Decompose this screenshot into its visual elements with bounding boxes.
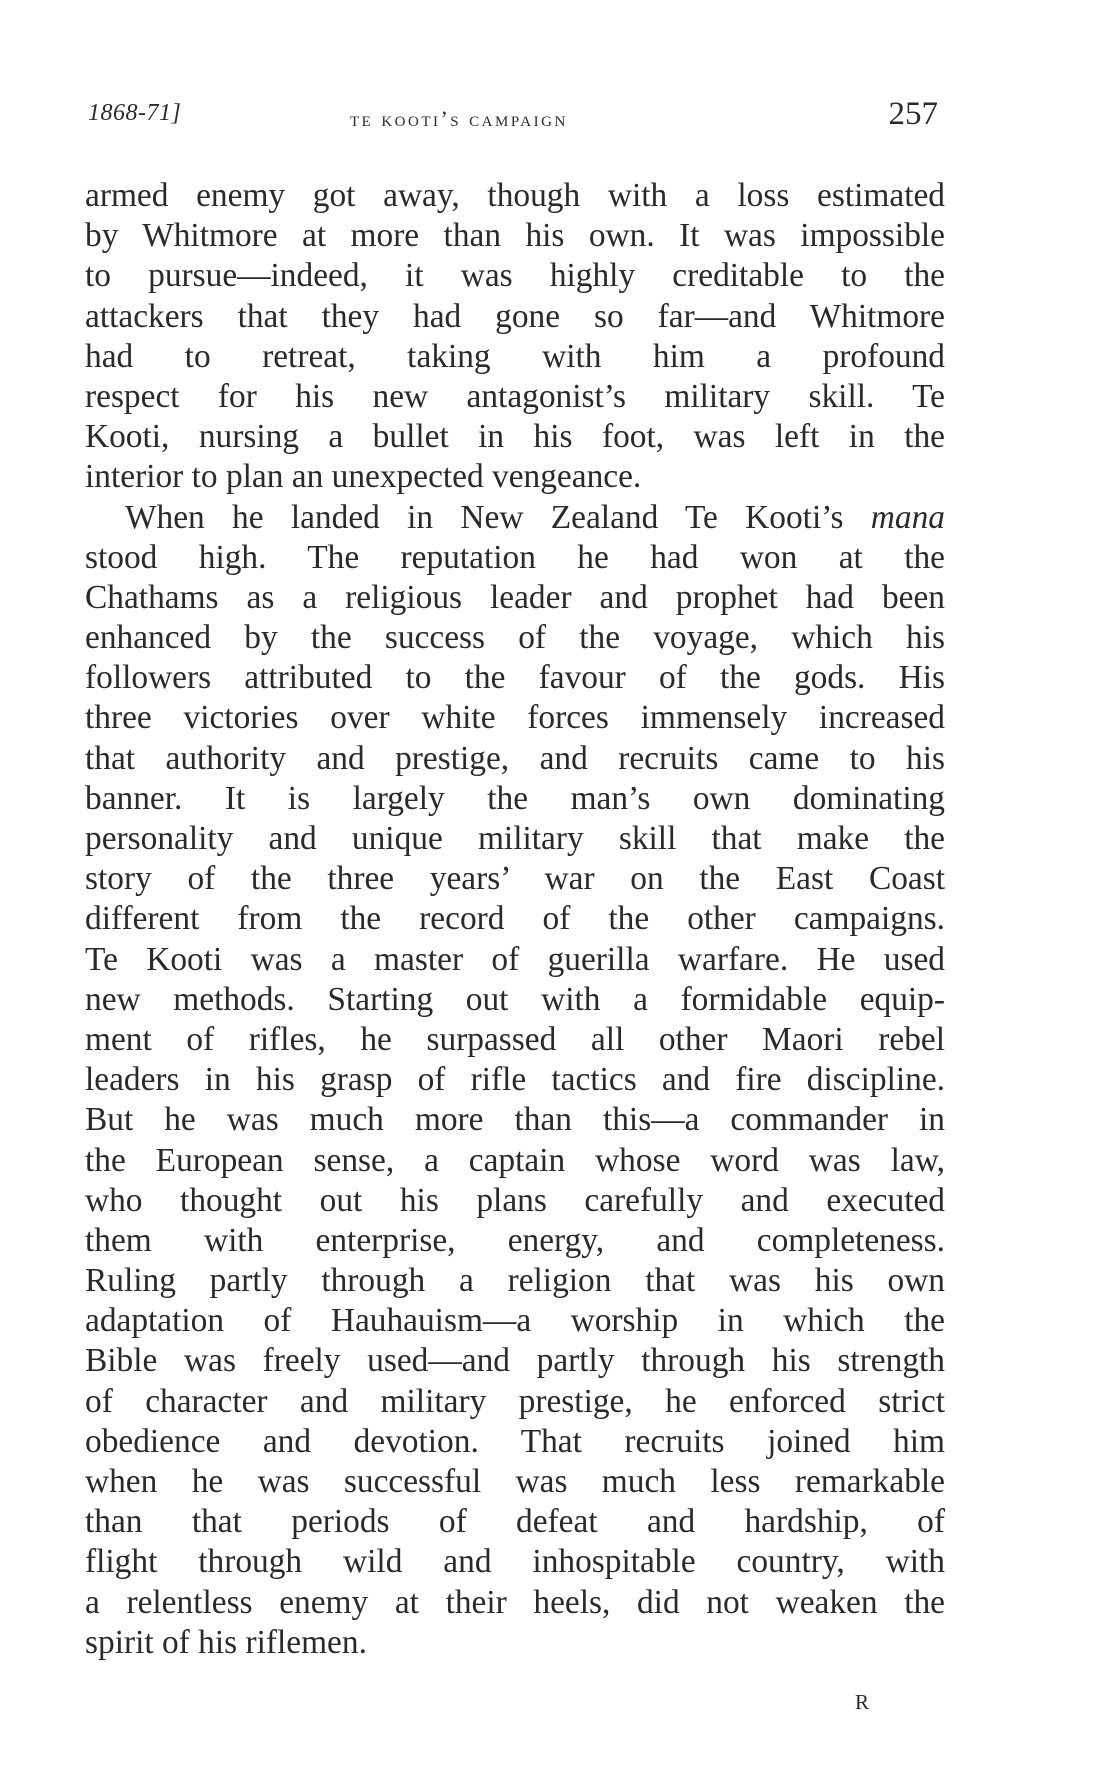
text-line: the European sense, a captain whose word was law,	[85, 1141, 945, 1179]
text-line: respect for his new antagonist’s military skill. Te	[85, 377, 945, 415]
text-line: banner. It is largely the man’s own dominating	[85, 779, 945, 817]
text-line: three victories over white forces immensely increased	[85, 699, 945, 737]
text-line: a relentless enemy at their heels, did not weaken the	[85, 1583, 945, 1621]
running-head-title: te kooti’s campaign	[350, 106, 568, 131]
running-head	[88, 92, 942, 140]
text-line: personality and unique military skill that make the	[85, 820, 945, 857]
text-line: by Whitmore at more than his own. It was impossible	[85, 217, 945, 255]
text-line: But he was much more than this—a commander in	[85, 1101, 945, 1139]
italic-term: mana	[870, 498, 945, 536]
text-line: spirit of his riflemen.	[85, 1623, 367, 1661]
text-line: Ruling partly through a religion that was his own	[85, 1262, 945, 1300]
text-line: when he was successful was much less remarkable	[85, 1463, 945, 1500]
text-line: obedience and devotion. That recruits joined him	[85, 1422, 945, 1460]
paragraph-1	[85, 176, 945, 498]
text-line: Te Kooti was a master of guerilla warfare. He used	[85, 940, 945, 978]
text-line: ment of rifles, he surpassed all other Maori rebel	[85, 1020, 945, 1058]
text-line: who thought out his plans carefully and executed	[85, 1181, 945, 1219]
text-run: When he landed in New Zealand Te Kooti’s	[125, 498, 871, 536]
text-line: Kooti, nursing a bullet in his foot, was left in the	[85, 418, 945, 456]
text-line: adaptation of Hauhauism—a worship in which the	[85, 1302, 945, 1340]
text-line: story of the three years’ war on the East Coast	[85, 860, 945, 898]
paragraph-2	[85, 498, 945, 1663]
text-line: that authority and prestige, and recruits came to his	[85, 739, 945, 777]
page-number: 257	[888, 96, 938, 132]
text-line: followers attributed to the favour of the gods. His	[85, 659, 945, 697]
running-head-date-range: 1868-71]	[88, 100, 182, 126]
text-line: different from the record of the other campaigns.	[85, 900, 945, 938]
text-line: armed enemy got away, though with a loss estimated	[85, 177, 945, 214]
text-line: of character and military prestige, he enforced strict	[85, 1382, 945, 1420]
text-line: than that periods of defeat and hardship, of	[85, 1503, 945, 1541]
text-line: to pursue—indeed, it was highly creditable to the	[85, 257, 945, 295]
text-line: enhanced by the success of the voyage, which his	[85, 619, 945, 657]
text-line: flight through wild and inhospitable country, with	[85, 1543, 945, 1581]
text-line: interior to plan an unexpected vengeance.	[85, 458, 642, 496]
text-line: had to retreat, taking with him a profound	[85, 337, 945, 375]
signature-mark: R	[855, 1690, 871, 1714]
text-line: Chathams as a religious leader and prophet had been	[85, 578, 945, 616]
text-line: them with enterprise, energy, and completeness.	[85, 1221, 945, 1259]
text-line: leaders in his grasp of rifle tactics and fire discipline.	[85, 1061, 945, 1099]
text-line-first	[85, 498, 945, 538]
body-text	[85, 176, 945, 1663]
text-line: new methods. Starting out with a formidable equip-	[85, 980, 945, 1018]
text-line: Bible was freely used—and partly through his strength	[85, 1342, 945, 1380]
text-line: attackers that they had gone so far—and Whitmore	[85, 297, 945, 335]
text-line: stood high. The reputation he had won at the	[85, 538, 945, 576]
